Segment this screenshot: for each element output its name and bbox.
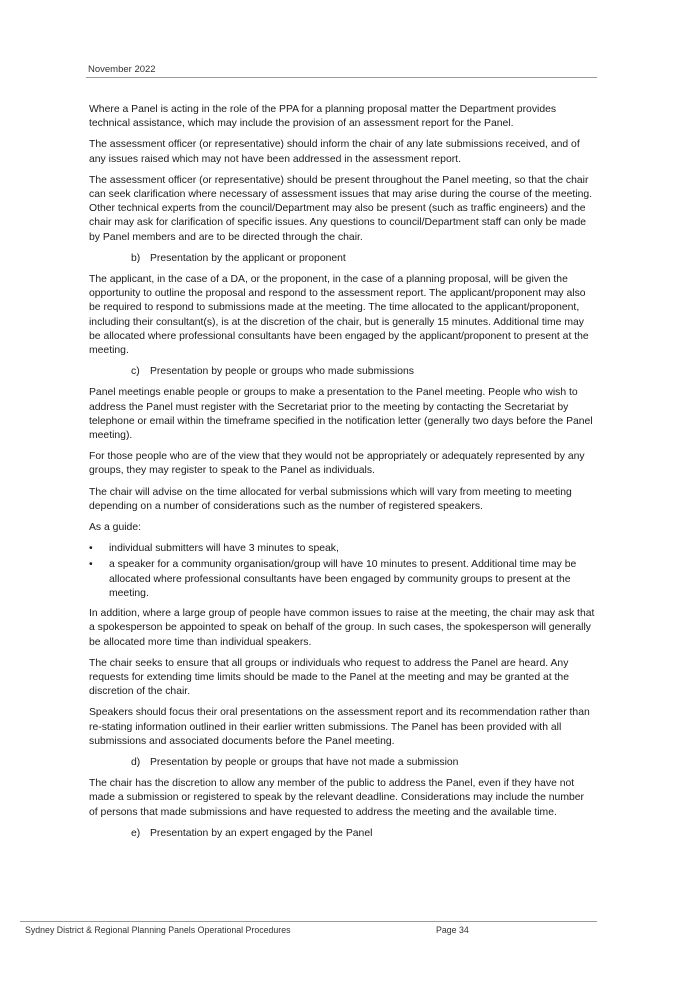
paragraph: The assessment officer (or representative) should inform the chair of any late submissions received, and of any issues raised which may not have been addressed in the assessment report.	[89, 139, 580, 165]
paragraph: As a guide:	[89, 522, 141, 534]
subheading-letter: e)	[131, 827, 141, 839]
subheading-text: Presentation by people or groups who made submissions	[150, 366, 414, 378]
paragraph: For those people who are of the view that they would not be appropriately or adequately represented by any groups, they may register to speak to the Panel as individuals.	[89, 451, 585, 477]
subheading-text: Presentation by people or groups that have not made a submission	[150, 756, 459, 768]
subheading-text: Presentation by the applicant or proponent	[150, 252, 346, 264]
subheading-c	[131, 365, 595, 379]
subheading-letter: b)	[131, 252, 141, 264]
paragraph: Panel meetings enable people or groups to make a presentation to the Panel meeting. People who wish to address the Panel must register with the Secretariat prior to the meeting by contacting the Secretariat by telephone or email within the timeframe specified in the notification letter (generally two days before the Panel meeting).	[89, 387, 593, 442]
paragraph: Speakers should focus their oral presentations on the assessment report and its recommendation rather than re-stating information outlined in their earlier written submissions. The Panel has been provided with all submissions and associated documents before the Panel meeting.	[89, 707, 590, 747]
footer-title: Sydney District & Regional Planning Panels Operational Procedures	[25, 925, 291, 935]
paragraph: The chair seeks to ensure that all groups or individuals who request to address the Panel are heard. Any requests for extending time limits should be made to the Panel at the meeting and may be granted at the discretion of the chair.	[89, 657, 569, 698]
paragraph: Where a Panel is acting in the role of the PPA for a planning proposal matter the Department provides technical assistance, which may include the provision of an assessment report for the Panel.	[89, 104, 557, 130]
paragraph: The chair will advise on the time allocated for verbal submissions which will vary from meeting to meeting depending on a number of considerations such as the number of registered speakers.	[89, 486, 572, 512]
subheading-text: Presentation by an expert engaged by the Panel	[150, 827, 373, 839]
list-item: • a speaker for a community organisation/group will have 10 minutes to present. Additional time may be allocated where professional consultants have been engaged by community groups to present at the meeting.	[89, 558, 595, 601]
subheading-d	[131, 756, 595, 770]
header-divider	[86, 77, 597, 78]
header-date: November 2022	[88, 64, 156, 75]
paragraph: The assessment officer (or representative) should be present throughout the Panel meeting, so that the chair can seek clarification where necessary of assessment issues that may arise during the course of the meeting. Other technical experts from the council/Department may also be present (such as traffic engineers) and the chair may ask for clarification of specific issues. Any questions to council/Department staff can only be made by Panel members and are to be directed through the chair.	[89, 174, 593, 243]
subheading-b	[131, 252, 595, 266]
bullet-list	[89, 542, 595, 601]
footer-divider	[20, 921, 597, 922]
subheading-e	[131, 827, 595, 841]
page-number: Page 34	[436, 925, 469, 935]
subheading-letter: d)	[131, 756, 141, 768]
paragraph: The applicant, in the case of a DA, or the proponent, in the case of a planning proposal, will be given the opportunity to outline the proposal and respond to the assessment report. The applicant/proponent may also be required to respond to submissions made at the meeting. The time allocated to the applicant/proponent, including their consultant(s), is at the discretion of the chair, but is generally 15 minutes. Additional time may be allocated where professional consultants have been engaged by the applicant/proponent to present at the meeting.	[89, 274, 589, 357]
paragraph: The chair has the discretion to allow any member of the public to address the Panel, even if they have not made a submission or registered to speak by the relevant deadline. Considerations may include the number of persons that made submissions and have requested to address the meeting and the available time.	[89, 778, 584, 818]
list-item: • individual submitters will have 3 minutes to speak,	[89, 542, 595, 556]
subheading-letter: c)	[131, 366, 140, 378]
document-body	[89, 103, 595, 848]
paragraph: In addition, where a large group of people have common issues to raise at the meeting, the chair may ask that a spokesperson be appointed to speak on behalf of the group. In such cases, the spokesperson will generally be allocated more time than individual speakers.	[89, 608, 595, 648]
